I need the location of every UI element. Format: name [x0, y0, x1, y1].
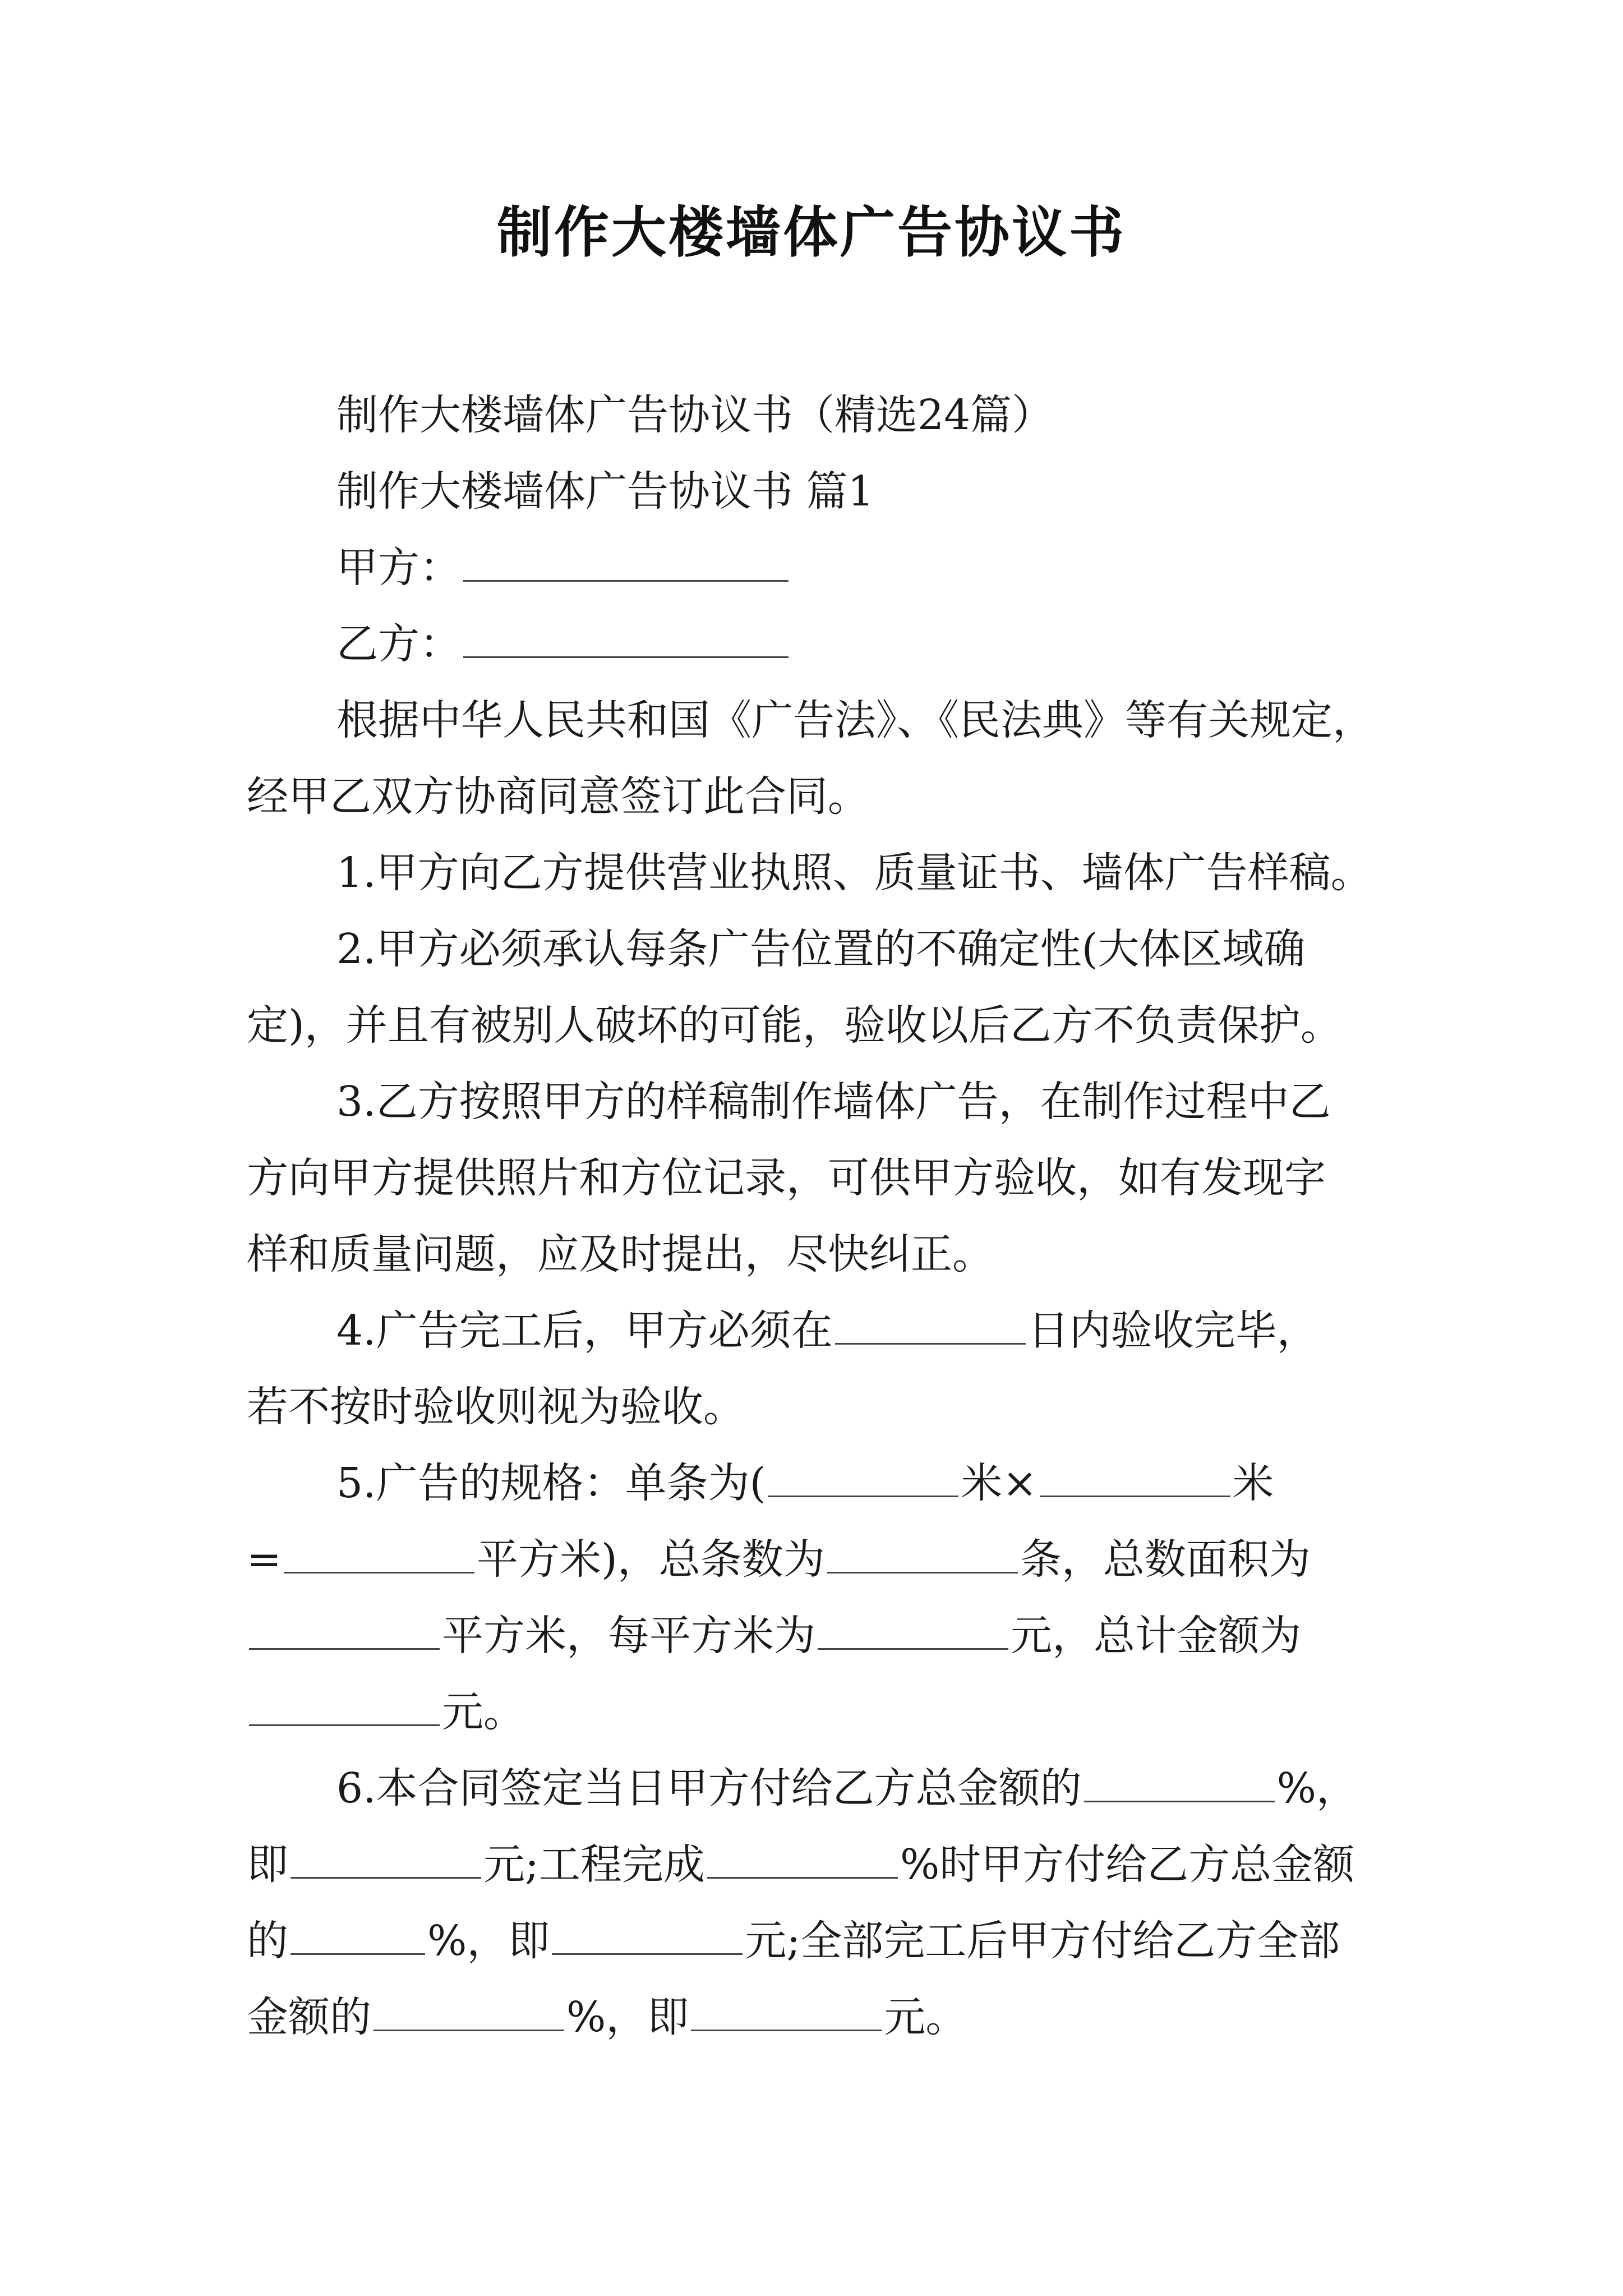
clause-6-text-k: 元。 [884, 1993, 967, 2041]
clause-2-line-2: 定)，并且有被别人破坏的可能，验收以后乙方不负责保护。 [247, 1001, 1342, 1050]
clause-6-text-a: 6.本合同签定当日甲方付给乙方总金额的 [336, 1764, 1082, 1812]
clause-6-text-e: %时甲方付给乙方总金额 [900, 1841, 1355, 1889]
clause-6-text-h: 元;全部完工后甲方付给乙方全部 [745, 1917, 1340, 1965]
clause-5-text-d: = [247, 1535, 282, 1584]
clause-5-text-a: 5.广告的规格：单条为( [336, 1459, 766, 1507]
clause-5-text-c: 米 [1232, 1459, 1274, 1507]
clause-6-line-3 [247, 1913, 1391, 1969]
document-title: 制作大楼墙体广告协议书 [496, 200, 1126, 265]
clause-5-text-f: 条，总数面积为 [1020, 1535, 1311, 1584]
clause-5-text-b: 米× [961, 1459, 1038, 1507]
clause-6-amount-1-blank [291, 1838, 481, 1879]
clause-6-line-2 [247, 1837, 1391, 1893]
clause-5-total-area-blank [249, 1609, 440, 1650]
clause-6-progress-blank [707, 1838, 898, 1879]
clause-4-line-2: 若不按时验收则视为验收。 [247, 1383, 745, 1431]
clause-6-percent-2-blank [291, 1914, 425, 1955]
intro-line-2: 经甲乙双方协商同意签订此合同。 [247, 772, 869, 821]
clause-6-text-g: %，即 [427, 1917, 550, 1965]
clause-6-text-c: 即 [247, 1841, 288, 1889]
clause-6-amount-3-blank [691, 1990, 882, 2031]
clause-5-line-3 [247, 1608, 1391, 1664]
clause-6-line-4 [247, 1989, 1391, 2045]
clause-3-line-1: 3.乙方按照甲方的样稿制作墙体广告，在制作过程中乙 [336, 1078, 1331, 1126]
clause-5-count-blank [827, 1533, 1018, 1573]
section-heading: 制作大楼墙体广告协议书 篇1 [336, 467, 874, 516]
clause-2-line-1: 2.甲方必须承认每条广告位置的不确定性(大体区域确 [336, 925, 1306, 973]
clause-6-line-1 [336, 1760, 1391, 1816]
clause-5-length-blank [768, 1456, 958, 1497]
clause-4-line-1 [336, 1303, 1391, 1359]
clause-5-line-2 [247, 1531, 1391, 1588]
clause-6-percent-1-blank [1084, 1761, 1275, 1802]
clause-6-text-b: %， [1276, 1764, 1358, 1812]
clause-6-text-d: 元;工程完成 [483, 1841, 705, 1889]
clause-6-text-f: 的 [247, 1917, 288, 1965]
clause-4-days-blank [835, 1304, 1026, 1345]
party-a-line [336, 540, 1391, 596]
party-a-blank [463, 541, 789, 582]
clause-6-percent-3-blank [374, 1990, 564, 2031]
party-b-label: 乙方： [336, 620, 461, 668]
clause-5-text-i: 元。 [442, 1688, 525, 1736]
clause-4-text-a: 4.广告完工后，甲方必须在 [336, 1306, 833, 1355]
document-subtitle: 制作大楼墙体广告协议书（精选24篇） [336, 391, 1054, 439]
clause-1-line-1: 1.甲方向乙方提供营业执照、质量证书、墙体广告样稿。 [336, 849, 1372, 897]
clause-5-total-amount-blank [249, 1685, 440, 1726]
clause-5-line-1 [336, 1455, 1391, 1511]
clause-6-text-j: %，即 [566, 1993, 689, 2041]
clause-5-unit-price-blank [818, 1609, 1008, 1650]
clause-4-text-b: 日内验收完毕， [1027, 1306, 1318, 1355]
clause-3-line-2: 方向甲方提供照片和方位记录，可供甲方验收，如有发现字 [247, 1154, 1326, 1202]
clause-5-text-g: 平方米，每平方米为 [442, 1612, 815, 1660]
clause-6-text-i: 金额的 [247, 1993, 371, 2041]
party-b-blank [463, 617, 789, 658]
clause-3-line-3: 样和质量问题，应及时提出，尽快纠正。 [247, 1230, 994, 1278]
clause-6-amount-2-blank [552, 1914, 743, 1955]
clause-5-text-e: 平方米)，总条数为 [477, 1535, 825, 1584]
clause-5-width-blank [1040, 1456, 1230, 1497]
party-a-label: 甲方： [336, 544, 461, 592]
clause-5-text-h: 元，总计金额为 [1011, 1612, 1301, 1660]
party-b-line [336, 616, 1391, 672]
clause-5-area-blank [284, 1533, 474, 1573]
clause-5-line-4 [247, 1684, 1391, 1740]
intro-line-1: 根据中华人民共和国《广告法》、《民法典》等有关规定， [336, 696, 1374, 744]
